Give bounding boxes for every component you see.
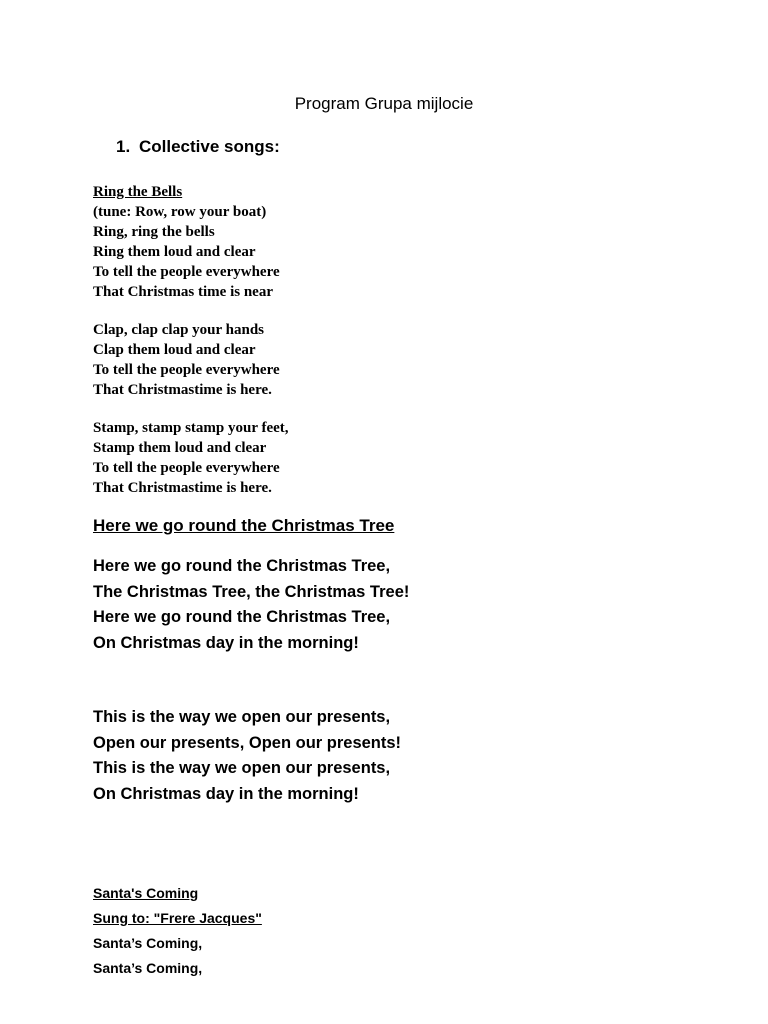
section-label: Collective songs: bbox=[139, 137, 280, 156]
song1-verse3-line3: To tell the people everywhere bbox=[93, 460, 280, 476]
song3-line1: Santa’s Coming, bbox=[93, 935, 203, 951]
song2-verse1 bbox=[93, 554, 409, 656]
song3-line2: Santa’s Coming, bbox=[93, 960, 203, 976]
song2-verse2-line3: This is the way we open our presents, bbox=[93, 759, 391, 777]
song2-verse1-line4: On Christmas day in the morning! bbox=[93, 633, 359, 652]
song1-verse2-line2: Clap them loud and clear bbox=[93, 342, 256, 358]
song1-verse3-line1: Stamp, stamp stamp your feet, bbox=[93, 420, 289, 436]
section-heading bbox=[116, 137, 280, 157]
song2-verse2-line4: On Christmas day in the morning! bbox=[93, 784, 359, 803]
song1-header bbox=[93, 182, 280, 302]
section-number: 1. bbox=[116, 137, 131, 156]
song1-verse3-line4: That Christmastime is here. bbox=[93, 480, 272, 496]
song1-tune: (tune: Row, row your boat) bbox=[93, 204, 267, 220]
song1-verse2 bbox=[93, 320, 280, 400]
song1-verse1-line2: Ring them loud and clear bbox=[93, 244, 256, 260]
song1-verse2-line3: To tell the people everywhere bbox=[93, 362, 280, 378]
song1-verse1-line4: That Christmas time is near bbox=[93, 284, 273, 300]
song2-title: Here we go round the Christmas Tree bbox=[93, 516, 395, 535]
song2-verse2-line2: Open our presents, Open our presents! bbox=[93, 733, 402, 752]
song2-verse1-line3: Here we go round the Christmas Tree, bbox=[93, 608, 391, 626]
song1-verse3 bbox=[93, 418, 289, 498]
song3-title: Santa's Coming bbox=[93, 885, 199, 901]
song2-verse2-line1: This is the way we open our presents, bbox=[93, 708, 391, 726]
song1-verse1-line3: To tell the people everywhere bbox=[93, 264, 280, 280]
song2-verse1-line2: The Christmas Tree, the Christmas Tree! bbox=[93, 582, 410, 601]
song1-verse2-line1: Clap, clap clap your hands bbox=[93, 322, 265, 338]
song3 bbox=[93, 881, 262, 981]
song1-verse1-line1: Ring, ring the bells bbox=[93, 224, 215, 240]
page-title: Program Grupa mijlocie bbox=[294, 94, 474, 113]
song1-title: Ring the Bells bbox=[93, 184, 183, 200]
song2-verse2 bbox=[93, 705, 401, 807]
song1-verse2-line4: That Christmastime is here. bbox=[93, 382, 272, 398]
song3-tune: Sung to: "Frere Jacques" bbox=[93, 910, 262, 926]
song1-verse3-line2: Stamp them loud and clear bbox=[93, 440, 267, 456]
song2-verse1-line1: Here we go round the Christmas Tree, bbox=[93, 557, 391, 575]
